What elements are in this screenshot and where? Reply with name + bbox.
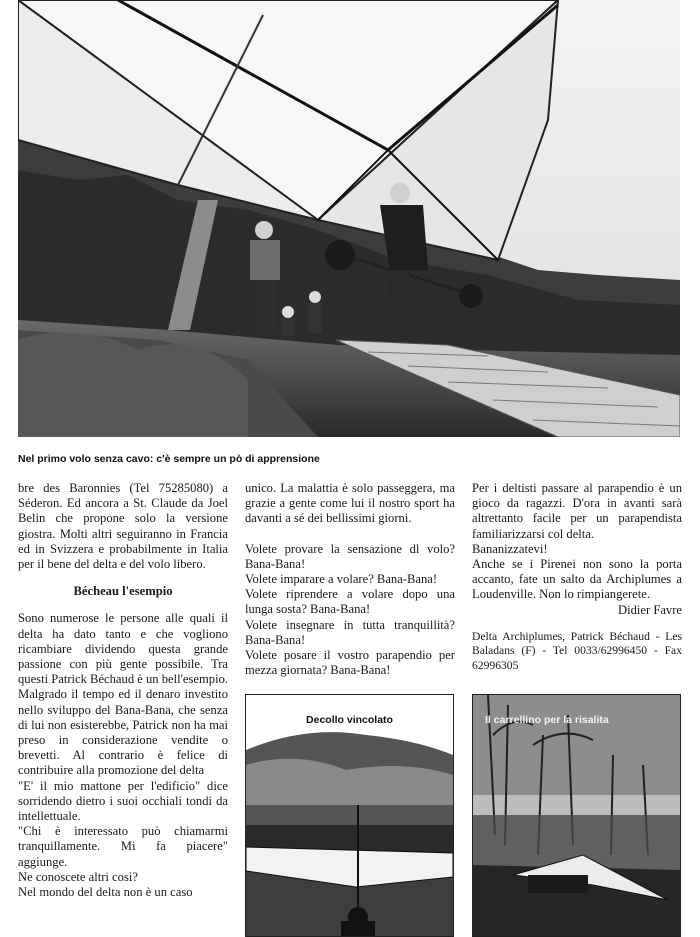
quote-paragraph: "Chi è interessato può chiamarmi tranquillamente. Mi fa piacere" aggiunge. — [18, 824, 228, 869]
section-heading: Bécheau l'esempio — [73, 584, 173, 599]
article-column-3 — [472, 481, 682, 673]
small-photo-left — [245, 694, 454, 937]
small-photo-right-caption: Il carrellino per la risalita — [485, 714, 609, 726]
paragraph: Ne conoscete altri così? — [18, 869, 138, 884]
question-line: Volete provare la sensazione dl volo? Bana-Bana! — [245, 541, 455, 571]
paragraph: Anche se i Pirenei non sono la porta accanto, fate un salto da Archiplumes a Loudenville. Non lo rimpiangerete. — [472, 557, 682, 602]
author-signature: Didier Favre — [618, 602, 682, 617]
question-line: Volete riprendere a volare dopo una lunga sosta? Bana-Bana! — [245, 587, 455, 617]
paragraph: bre des Baronnies (Tel 75285080) a Séderon. Ed ancora a St. Claude da Joel Belin che propone solo la versione giostra. Molti altri seguiranno in Francia ed in Svizzera e probabilmente in Italia per il bene del delta e del volo libero. — [18, 481, 228, 572]
question-line: Volete insegnare in tutta tranquillità? Bana-Bana! — [245, 617, 455, 647]
question-line: Volete imparare a volare? Bana-Bana! — [245, 572, 438, 587]
small-photo-right — [472, 694, 681, 937]
main-photo-caption: Nel primo volo senza cavo: c'è sempre un pò di apprensione — [18, 453, 320, 465]
question-line: Volete posare il vostro parapendio per mezza giornata? Bana-Bana! — [245, 648, 455, 678]
quote-paragraph: "E' il mio mattone per l'edificio" dice sorridendo dietro i suoi occhiali tondi da intellettuale. — [18, 778, 228, 824]
paragraph: unico. La malattia è solo passeggera, ma grazie a gente come lui il nostro sport ha davanti a sé dei bellissimi giorni. — [245, 481, 455, 526]
paragraph: Bananizzatevi! — [472, 541, 548, 556]
paragraph: Sono numerose le persone alle quali il delta ha dato tanto e che vogliono ricambiare dividendo questa grande passione con più gente possibile. Tra questi Patrick Béchaud è un bell'esempio. Malgrado il tempo ed il denaro investito nello sviluppo del Bana-Bana, che senza di lui non esisterebbe, Patrick non ha mai preso in considerazione vendite o brevetti. Al contrario è felice di contribuire alla promozione del delta — [18, 611, 229, 778]
paragraph: Per i deltisti passare al parapendio è un gioco da ragazzi. D'ora in avanti sarà altrettanto facile per un parapendista familiarizzarsi col delta. — [472, 481, 682, 541]
contact-address: Delta Archiplumes, Patrick Béchaud - Les Baladans (F) - Tel 0033/62996450 - Fax 62996305 — [472, 629, 682, 672]
article-column-1 — [18, 481, 228, 900]
small-photo-left-caption: Decollo vincolato — [306, 714, 393, 726]
article-column-2 — [245, 481, 455, 678]
paragraph: Nel mondo del delta non è un caso — [18, 885, 193, 900]
main-photo — [18, 0, 680, 437]
